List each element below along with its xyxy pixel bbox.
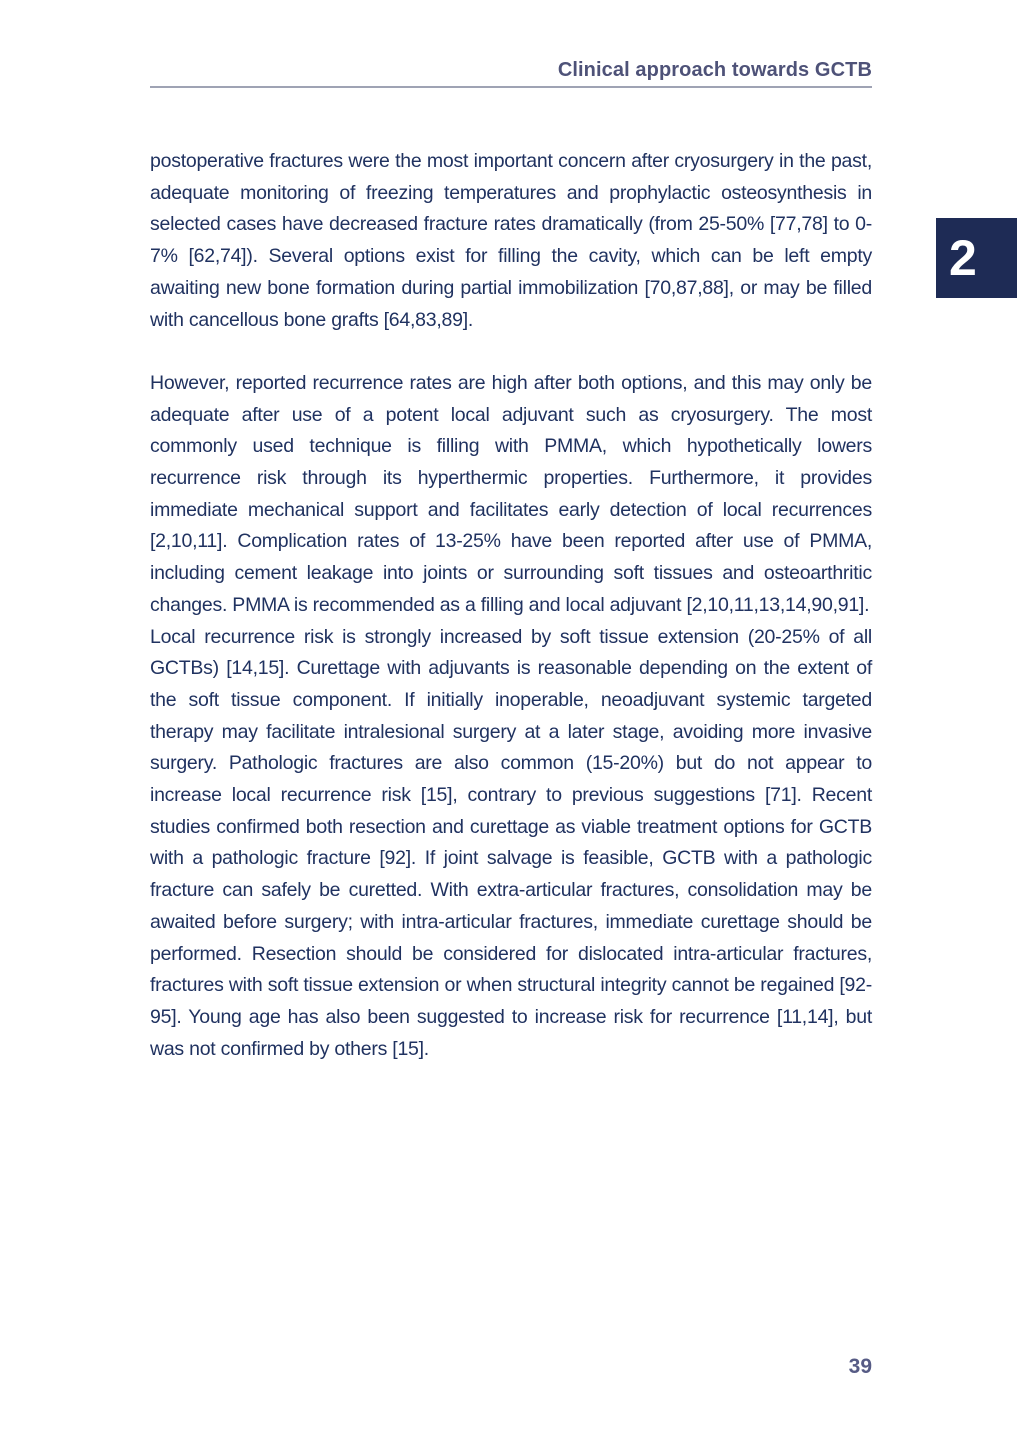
body-paragraph: postoperative fractures were the most important concern after cryosurgery in the past, adequate monitoring of freezing temperatures and prophylactic osteosynthesis in selected cases have decreased fracture rates dramatically (from 25-50% [77,78] to 0-7% [62,74]). Several options exist for filling the cavity, which can be left empty awaiting new bone formation during partial immobilization [70,87,88], or may be filled with cancellous bone grafts [64,83,89]. <box>150 150 872 331</box>
running-header-title: Clinical approach towards GCTB <box>557 59 872 81</box>
body-paragraph: Local recurrence risk is strongly increased by soft tissue extension (20-25% of all GCTBs) [14,15]. Curettage with adjuvants is reasonable depending on the extent of the soft tissue component. If initially inoperable, neoadjuvant systemic targeted therapy may facilitate intralesional surgery at a later stage, avoiding more invasive surgery. Pathologic fractures are also common (15-20%) but do not appear to increase local recurrence risk [15], contrary to previous suggestions [71]. Recent studies confirmed both resection and curettage as viable treatment options for GCTB with a pathologic fracture [92]. If joint salvage is feasible, GCTB with a pathologic fracture can safely be curetted. With extra-articular fractures, consolidation may be awaited before surgery; with intra-articular fractures, immediate curettage should be performed. Resection should be considered for dislocated intra-articular fractures, fractures with soft tissue extension or when structural integrity cannot be regained [92-95]. Young age has also been suggested to increase risk for recurrence [11,14], but was not confirmed by others [15]. <box>150 625 872 1060</box>
chapter-number: 2 <box>949 230 977 286</box>
body-text-block <box>150 146 872 1065</box>
page-number: 39 <box>848 1355 872 1378</box>
body-paragraph: However, reported recurrence rates are high after both options, and this may only be adequate after use of a potent local adjuvant such as cryosurgery. The most commonly used technique is filling with PMMA, which hypothetically lowers recurrence risk through its hyperthermic properties. Furthermore, it provides immediate mechanical support and facilitates early detection of local recurrences [2,10,11]. Complication rates of 13-25% have been reported after use of PMMA, including cement leakage into joints or surrounding soft tissues and osteoarthritic changes. PMMA is recommended as a filling and local adjuvant [2,10,11,13,14,90,91]. <box>150 371 872 616</box>
chapter-number-tab <box>936 218 1017 298</box>
header-divider-rule <box>150 86 872 88</box>
